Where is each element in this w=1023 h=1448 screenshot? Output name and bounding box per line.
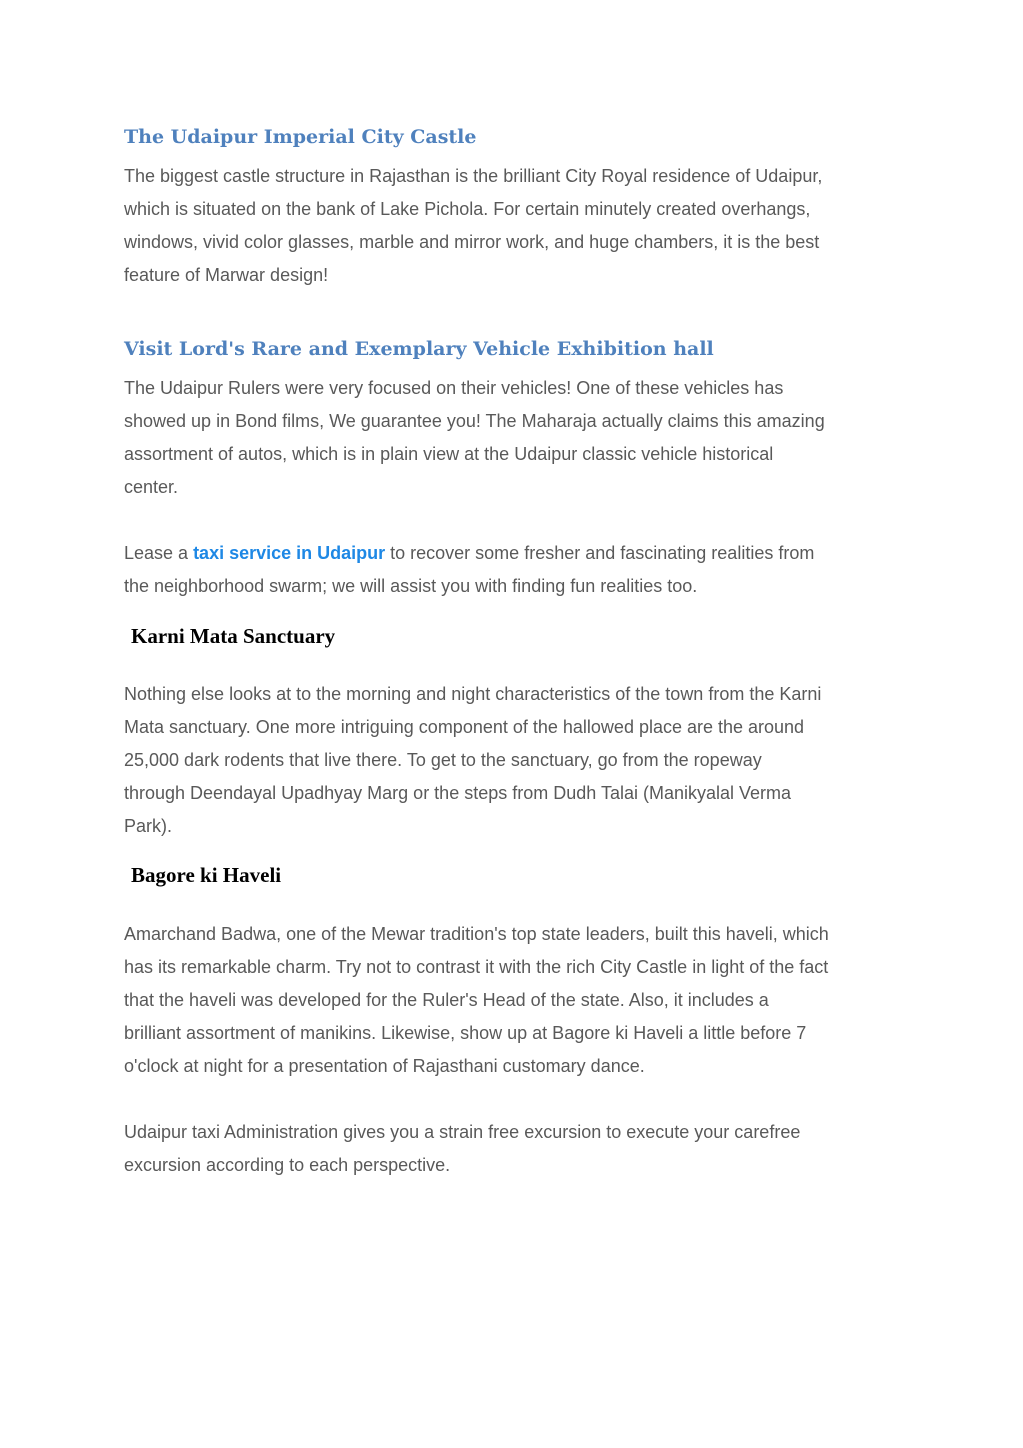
paragraph-taxi-promo: [124, 537, 914, 603]
text-line: through Deendayal Upadhyay Marg or the steps from Dudh Talai (Manikyalal Verma: [124, 783, 792, 803]
text-line: The Udaipur Rulers were very focused on their vehicles! One of these vehicles has: [124, 378, 784, 398]
paragraph-bagore-ki-haveli: [124, 918, 914, 1083]
text-line: Udaipur taxi Administration gives you a strain free excursion to execute your carefree: [124, 1122, 801, 1142]
taxi-service-link[interactable]: taxi service in Udaipur: [193, 543, 386, 563]
text-line: excursion according to each perspective.: [124, 1155, 451, 1175]
text-line: brilliant assortment of manikins. Likewise, show up at Bagore ki Haveli a little before 7: [124, 1023, 807, 1043]
text-line: feature of Marwar design!: [124, 265, 329, 285]
text-line: showed up in Bond films, We guarantee you! The Maharaja actually claims this amazing: [124, 411, 825, 431]
paragraph-closing: [124, 1116, 914, 1182]
text-line: The biggest castle structure in Rajasthan is the brilliant City Royal residence of Udaipur,: [124, 166, 823, 186]
text-line: center.: [124, 477, 179, 497]
text-line: the neighborhood swarm; we will assist you with finding fun realities too.: [124, 576, 698, 596]
text-line: Park).: [124, 816, 173, 836]
promo-suffix: to recover some fresher and fascinating realities from: [385, 543, 815, 563]
text-line: which is situated on the bank of Lake Pichola. For certain minutely created overhangs,: [124, 199, 811, 219]
text-line: Nothing else looks at to the morning and night characteristics of the town from the Karni: [124, 684, 822, 704]
text-line: windows, vivid color glasses, marble and mirror work, and huge chambers, it is the best: [124, 232, 820, 252]
paragraph-vehicle-exhibition: [124, 372, 914, 504]
text-line: Amarchand Badwa, one of the Mewar tradition's top state leaders, built this haveli, which: [124, 924, 829, 944]
heading-vehicle-exhibition: Visit Lord's Rare and Exemplary Vehicle Exhibition hall: [124, 338, 714, 360]
text-line: 25,000 dark rodents that live there. To get to the sanctuary, go from the ropeway: [124, 750, 762, 770]
heading-city-castle: The Udaipur Imperial City Castle: [124, 126, 477, 148]
text-line: Mata sanctuary. One more intriguing component of the hallowed place are the around: [124, 717, 805, 737]
heading-karni-mata: Karni Mata Sanctuary: [131, 624, 336, 648]
text-line: assortment of autos, which is in plain view at the Udaipur classic vehicle historical: [124, 444, 774, 464]
paragraph-karni-mata: [124, 678, 914, 843]
text-line: that the haveli was developed for the Ruler's Head of the state. Also, it includes a: [124, 990, 769, 1010]
promo-prefix: Lease a: [124, 543, 194, 563]
heading-bagore-ki-haveli: Bagore ki Haveli: [131, 863, 282, 887]
text-line: [124, 537, 914, 570]
text-line: o'clock at night for a presentation of Rajasthani customary dance.: [124, 1056, 645, 1076]
text-line: has its remarkable charm. Try not to contrast it with the rich City Castle in light of the fact: [124, 957, 829, 977]
paragraph-city-castle: [124, 160, 914, 292]
